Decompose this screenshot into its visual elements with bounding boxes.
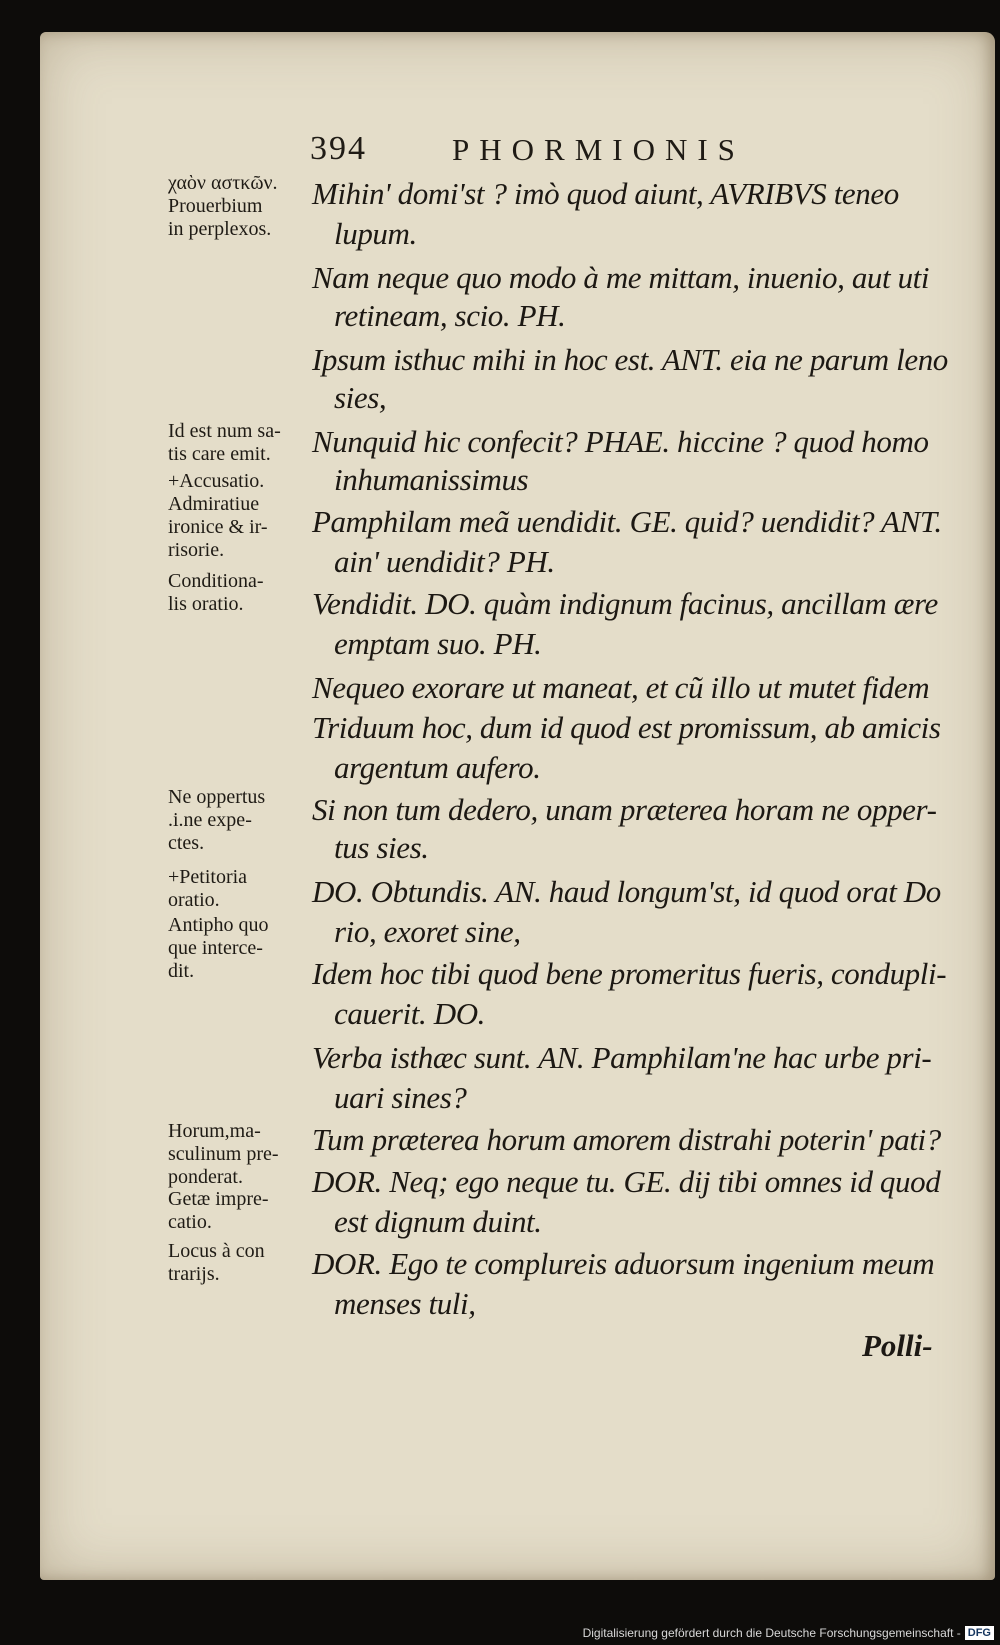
text-line: Si non tum dedero, unam præterea horam ne opper- [312, 792, 937, 827]
text-line: sies, [334, 380, 387, 415]
side-note: Horum,ma- sculinum pre- ponderat. [168, 1120, 279, 1188]
side-note: Getæ impre- catio. [168, 1188, 269, 1233]
text-line: Pamphilam meã uendidit. GE. quid? uendidit? ANT. [312, 504, 942, 539]
text-line: Mihin' domi'st ? imò quod aiunt, AVRIBVS teneo [312, 176, 899, 211]
side-note: +Accusatio. Admiratiue ironice & ir- risorie. [168, 470, 268, 561]
text-line: lupum. [334, 216, 417, 251]
text-line: est dignum duint. [334, 1204, 542, 1239]
text-line: Ipsum isthuc mihi in hoc est. ANT. eia ne parum leno [312, 342, 948, 377]
text-line: argentum aufero. [334, 750, 541, 785]
text-line: uari sines? [334, 1080, 467, 1115]
text-line: Verba isthæc sunt. AN. Pamphilam'ne hac urbe pri- [312, 1040, 932, 1075]
text-line: emptam suo. PH. [334, 626, 542, 661]
catchword: Polli- [862, 1328, 933, 1363]
text-line: retineam, scio. PH. [334, 298, 566, 333]
side-note: Locus à con trarijs. [168, 1240, 265, 1285]
funding-credit: Digitalisierung gefördert durch die Deutsche Forschungsgemeinschaft - [582, 1626, 961, 1640]
text-line: Tum præterea horum amorem distrahi poterin' pati? [312, 1122, 941, 1157]
side-note: Ne oppertus .i.ne expe- ctes. [168, 786, 266, 854]
text-line: DOR. Ego te complureis aduorsum ingenium meum [312, 1246, 935, 1281]
text-line: Vendidit. DO. quàm indignum facinus, ancillam ære [312, 586, 938, 621]
dfg-logo: DFG [965, 1626, 994, 1640]
page-header [310, 130, 810, 178]
digitization-footer [583, 1624, 994, 1642]
side-note: +Petitoria oratio. [168, 866, 248, 911]
side-note: Id est num sa- tis care emit. [168, 420, 281, 465]
text-line: tus sies. [334, 830, 429, 865]
side-note: Antipho quo que interce- dit. [168, 914, 269, 982]
text-line: cauerit. DO. [334, 996, 486, 1031]
running-title: PHORMIONIS [452, 132, 745, 167]
text-line: Nequeo exorare ut maneat, et cũ illo ut mutet fidem [312, 670, 930, 705]
text-line: Nam neque quo modo à me mittam, inuenio, aut uti [312, 260, 930, 295]
text-line: DOR. Neq; ego neque tu. GE. dij tibi omnes id quod [312, 1164, 941, 1199]
text-line: Triduum hoc, dum id quod est promissum, ab amicis [312, 710, 941, 745]
page-number: 394 [310, 130, 367, 167]
text-line: Idem hoc tibi quod bene promeritus fueris, condupli- [312, 956, 947, 991]
text-line: inhumanissimus [334, 462, 529, 497]
text-line: rio, exoret sine, [334, 914, 521, 949]
text-line: Nunquid hic confecit? PHAE. hiccine ? quod homo [312, 424, 929, 459]
text-line: menses tuli, [334, 1286, 476, 1321]
text-line: DO. Obtundis. AN. haud longum'st, id quod orat Do [312, 874, 941, 909]
side-note: Conditiona- lis oratio. [168, 570, 264, 615]
side-note: χαὸν αστκῶν. Prouerbium in perplexos. [168, 172, 278, 240]
text-line: ain' uendidit? PH. [334, 544, 555, 579]
